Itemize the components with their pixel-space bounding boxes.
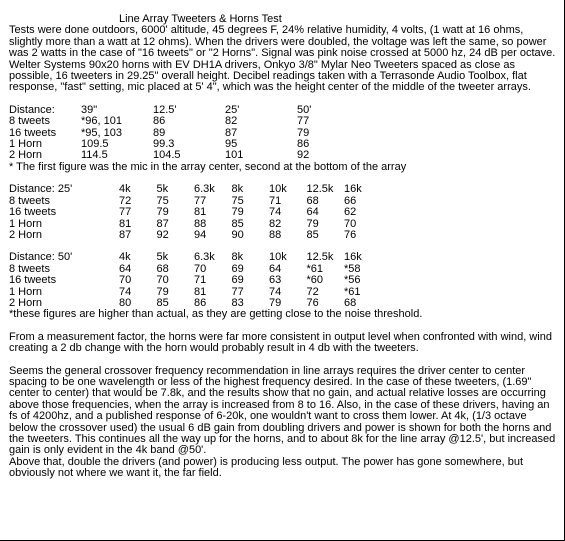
row-label: 1 Horn xyxy=(9,217,43,230)
row-label: 2 Horn xyxy=(9,296,43,309)
cell: 86 xyxy=(194,296,207,309)
cell: 71 xyxy=(194,274,207,287)
cell: 92 xyxy=(156,228,169,241)
cell: 76 xyxy=(344,228,357,241)
row-label: 16 tweets xyxy=(9,126,57,139)
cell: 66 xyxy=(344,194,357,207)
cell: 75 xyxy=(231,194,244,207)
table-row xyxy=(9,207,382,218)
cell: 83 xyxy=(231,296,244,309)
cell: 85 xyxy=(156,296,169,309)
row-label: 16 tweets xyxy=(9,274,57,287)
table-distance-50 xyxy=(9,252,382,309)
cell: 79 xyxy=(156,285,169,298)
header-cell: 10k xyxy=(269,251,287,264)
header-cell: 8k xyxy=(231,183,244,196)
row-label: 2 Horn xyxy=(9,228,43,241)
cell: 64 xyxy=(119,262,132,275)
row-label: 1 Horn xyxy=(9,138,43,151)
cell: 77 xyxy=(119,206,132,219)
cell: 79 xyxy=(306,217,319,230)
paragraph-conclusion: Above that, double the drivers (and power) is producing less output. The power has gone somewhere, but obviously not where we want it, the far field. xyxy=(9,455,524,480)
cell: 62 xyxy=(344,206,357,219)
cell: 77 xyxy=(194,194,207,207)
cell: 94 xyxy=(194,228,207,241)
cell: 79 xyxy=(269,296,282,309)
header-cell: 5k xyxy=(156,251,169,264)
cell: 75 xyxy=(156,194,169,207)
cell: 74 xyxy=(269,285,282,298)
cell: 99.3 xyxy=(153,138,175,151)
cell: 64 xyxy=(306,206,319,219)
table-distance-overall xyxy=(9,105,311,162)
cell: 95 xyxy=(225,138,238,151)
cell: 69 xyxy=(231,262,244,275)
table-header-row xyxy=(9,184,382,195)
header-cell: 16k xyxy=(344,251,362,264)
cell: 87 xyxy=(119,228,132,241)
table-footnote: * The first figure was the mic in the array center, second at the bottom of the array xyxy=(9,160,407,173)
paragraph-wind: From a measurement factor, the horns were far more consistent in output level when confronted with wind, wind creating a 2 db change with the horn would probably result in 4 db with the tweeters. xyxy=(9,330,552,355)
cell: *56 xyxy=(344,274,361,287)
cell: 85 xyxy=(306,228,319,241)
cell: 74 xyxy=(269,206,282,219)
cell: 81 xyxy=(119,217,132,230)
cell: 77 xyxy=(231,285,244,298)
cell: 72 xyxy=(306,285,319,298)
cell: 109.5 xyxy=(81,138,109,151)
cell: 68 xyxy=(306,194,319,207)
header-cell: 5k xyxy=(156,183,169,196)
table-row xyxy=(9,275,382,286)
cell: 87 xyxy=(156,217,169,230)
cell: 82 xyxy=(225,115,238,128)
header-cell: 39" xyxy=(81,103,98,116)
cell: 68 xyxy=(156,262,169,275)
cell: 92 xyxy=(297,149,310,162)
spacer xyxy=(9,355,557,366)
cell: 81 xyxy=(194,206,207,219)
row-label: 2 Horn xyxy=(9,149,43,162)
cell: 114.5 xyxy=(81,149,108,162)
header-cell: 6.3k xyxy=(194,183,215,196)
header-cell: Distance: xyxy=(9,103,55,116)
cell: *61 xyxy=(306,262,324,275)
row-label: 8 tweets xyxy=(9,262,50,275)
header-cell: 8k xyxy=(231,251,244,264)
header-cell: 4k xyxy=(119,183,131,196)
header-cell: 4k xyxy=(119,251,131,264)
page-title: Line Array Tweeters & Horns Test xyxy=(119,13,282,25)
cell: 74 xyxy=(119,285,132,298)
cell: 79 xyxy=(297,126,310,139)
header-cell: 25' xyxy=(225,103,240,116)
cell: *61 xyxy=(344,285,361,298)
table-header-row xyxy=(9,252,382,263)
header-cell: 6.3k xyxy=(194,251,215,264)
cell: 70 xyxy=(156,274,169,287)
header-cell: 50' xyxy=(297,103,312,116)
cell: 101 xyxy=(225,149,244,162)
cell: 69 xyxy=(231,274,244,287)
cell: 70 xyxy=(194,262,207,275)
cell: 63 xyxy=(269,274,282,287)
cell: 70 xyxy=(119,274,132,287)
header-cell: 10k xyxy=(269,183,287,196)
cell: 68 xyxy=(344,296,357,309)
cell: 86 xyxy=(153,115,166,128)
header-cell: 16k xyxy=(344,183,362,196)
table-row xyxy=(9,116,311,127)
cell: 87 xyxy=(225,126,238,139)
intro-paragraph: Tests were done outdoors, 6000' altitude, 45 degrees F, 24% relative humidity, 4 volts, (1 watt at 16 ohms, slightly more than a watt at 12 ohms). When the drivers were doubled, the voltage was left the same, so power was 2 watts in the case of "16 tweets" or "2 Horns". Signal was pink noise crossed at 5000 hz, 24 dB per octave. Welter Systems 90x20 horns with EV DH1A drivers, Onkyo 3/8" Mylar Neo Tweeters spaced as close as possible, 16 tweeters in 29.25" overall height. Decibel readings taken with a Terrasonde Audio Toolbox, flat response, "fast" setting, mic placed at 5' 4", which was the height center of the middle of the tweeter arrays. xyxy=(9,24,556,94)
cell: 104.5 xyxy=(153,149,181,162)
cell: 70 xyxy=(344,217,357,230)
row-label: 8 tweets xyxy=(9,115,50,128)
cell: 86 xyxy=(297,138,310,151)
row-label: 1 Horn xyxy=(9,285,43,298)
cell: 76 xyxy=(306,296,319,309)
cell: 79 xyxy=(156,206,169,219)
header-cell: Distance: 50' xyxy=(9,251,73,264)
cell: *96, 101 xyxy=(81,115,122,128)
header-cell: 12.5' xyxy=(153,103,177,116)
cell: 81 xyxy=(194,285,207,298)
table-footnote: *these figures are higher than actual, as they are getting close to the noise threshold. xyxy=(9,308,423,321)
table-row xyxy=(9,230,382,241)
row-label: 16 tweets xyxy=(9,206,57,219)
cell: 72 xyxy=(119,194,132,207)
cell: 79 xyxy=(231,206,244,219)
cell: *58 xyxy=(344,262,361,275)
header-cell: Distance: 25' xyxy=(9,183,73,196)
row-label: 8 tweets xyxy=(9,194,50,207)
cell: 85 xyxy=(231,217,244,230)
cell: 80 xyxy=(119,296,132,309)
cell: 90 xyxy=(231,228,244,241)
paragraph-crossover: Seems the general crossover frequency recommendation in line arrays requires the driver center to center spacing to be one wavelength or less of the highest frequency desired. In the case of these tweeters, (1.69" center to center) that would be 7.8k, and the results show that no gain, and actual relative losses are occurring above those frequencies, when the array is increased from 8 to 16. Also, in the case of these drivers, having an fs of 4200hz, and a published response of 6-20k, one wouldn't want to cross them lower. At 4k, (1/3 octave below the crossover used) the usual 6 dB gain from doubling drivers and power is shown for both the horns and the tweeters. This continues all the way up for the horns, and to about 8k for the line array @12.5', but increased gain is only evident in the 4k band @50'. xyxy=(9,364,556,457)
cell: 77 xyxy=(297,115,310,128)
cell: 88 xyxy=(194,217,207,230)
header-cell: 12.5k xyxy=(306,183,334,196)
table-distance-25 xyxy=(9,184,382,241)
cell: 88 xyxy=(269,228,282,241)
cell: 89 xyxy=(153,126,166,139)
cell: 64 xyxy=(269,262,282,275)
cell: *60 xyxy=(306,274,324,287)
cell: 82 xyxy=(269,217,282,230)
document xyxy=(9,14,557,480)
cell: *95, 103 xyxy=(81,126,122,139)
header-cell: 12.5k xyxy=(306,251,334,264)
cell: 71 xyxy=(269,194,282,207)
